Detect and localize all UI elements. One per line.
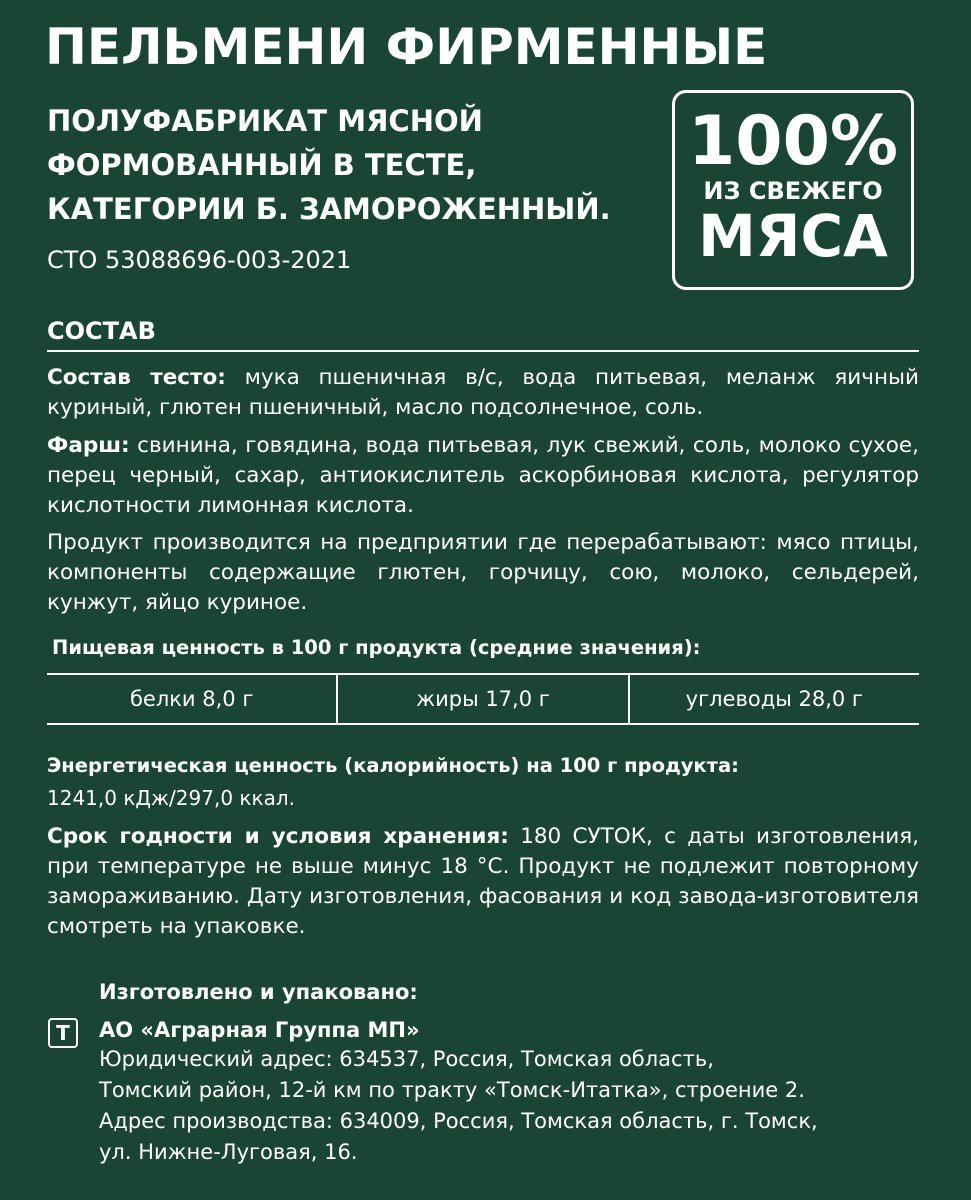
- nutrition-cell-protein: белки 8,0 г: [129, 687, 254, 711]
- nutrition-title: Пищевая ценность в 100 г продукта (средние значения):: [52, 636, 701, 659]
- address-line: Адрес производства: 634009, Россия, Томская область, г. Томск,: [99, 1109, 818, 1133]
- dough-label: Состав тесто:: [47, 365, 226, 390]
- storage-label: Срок годности и условия хранения:: [47, 824, 509, 849]
- filling-composition: [47, 431, 919, 521]
- product-subtitle: [47, 99, 667, 231]
- nutrition-table: [47, 673, 919, 725]
- energy-title: Энергетическая ценность (калорийность) на 100 г продукта:: [47, 754, 739, 777]
- badge-meat: МЯСА: [698, 202, 888, 270]
- dough-composition: [47, 363, 919, 423]
- nutrition-cell-fat: жиры 17,0 г: [336, 675, 627, 723]
- address-line: ул. Нижне-Луговая, 16.: [99, 1140, 358, 1164]
- manufacturer-address: [99, 1044, 899, 1168]
- product-title: ПЕЛЬМЕНИ ФИРМЕННЫЕ: [45, 18, 768, 76]
- badge-percent: 100%: [687, 102, 899, 181]
- fresh-meat-badge: [672, 90, 914, 290]
- allergen-notice: Продукт производится на предприятии где перерабатывают: мясо птицы, компоненты содержащие глютен, горчицу, сою, молоко, сельдерей, кунжут, яйцо куриное.: [47, 530, 919, 615]
- badge-from: ИЗ СВЕЖЕГО: [703, 177, 883, 205]
- storage-conditions: [47, 822, 919, 942]
- address-line: Юридический адрес: 634537, Россия, Томская область,: [99, 1047, 714, 1071]
- standard-code: СТО 53088696-003-2021: [47, 246, 352, 274]
- subtitle-line: КАТЕГОРИИ Б. ЗАМОРОЖЕННЫЙ.: [47, 192, 611, 226]
- storage-text: 180 СУТОК, с даты изготовления, при температуре не выше минус 18 °С. Продукт не подлежит повторному замораживанию. Дату изготовления, фасования и код завода-изготовителя смотреть на упаковке.: [47, 824, 919, 939]
- subtitle-line: ПОЛУФАБРИКАТ МЯСНОЙ: [47, 104, 483, 138]
- subtitle-line: ФОРМОВАННЫЙ В ТЕСТЕ,: [47, 148, 477, 182]
- nutrition-cell-carbs: углеводы 28,0 г: [628, 675, 919, 723]
- dough-text: мука пшеничная в/с, вода питьевая, меланж яичный куриный, глютен пшеничный, масло подсолнечное, соль.: [47, 365, 919, 420]
- composition-title: СОСТАВ: [47, 317, 156, 345]
- composition-divider: [47, 350, 919, 352]
- filling-text: свинина, говядина, вода питьевая, лук свежий, соль, молоко сухое, перец черный, сахар, антиокислитель аскорбиновая кислота, регулятор кислотности лимонная кислота.: [47, 433, 919, 518]
- filling-label: Фарш:: [47, 433, 130, 458]
- address-line: Томский район, 12-й км по тракту «Томск-Итатка», строение 2.: [99, 1078, 805, 1102]
- manufacturer-company: АО «Аграрная Группа МП»: [99, 1018, 420, 1042]
- energy-value: 1241,0 кДж/297,0 ккал.: [47, 786, 295, 810]
- manufacturer-title: Изготовлено и упаковано:: [99, 980, 418, 1004]
- tr-mark-icon: Т: [48, 1018, 78, 1048]
